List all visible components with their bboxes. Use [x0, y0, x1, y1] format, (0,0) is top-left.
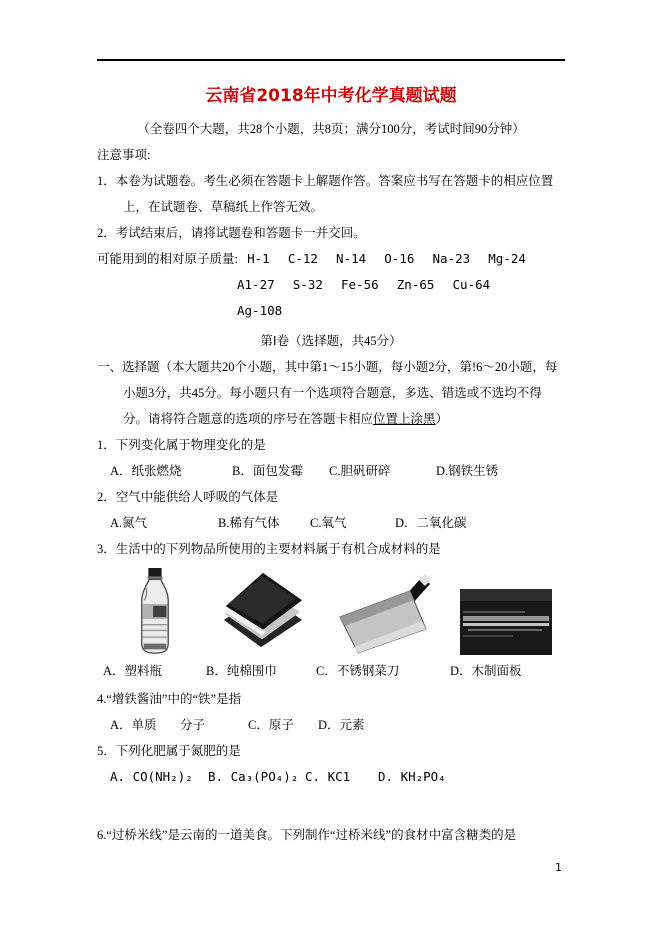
- plastic-bottle-image: [134, 568, 176, 655]
- atomic-mass-mg: Mg-24: [488, 251, 526, 266]
- question-6-stem: 6.“过桥米线”是云南的一道美食。下列制作“过桥米线”的食材中富含糖类的是: [97, 828, 517, 842]
- question-5-options: [97, 764, 565, 790]
- page-title: 云南省2018年中考化学真题试题: [205, 86, 457, 106]
- atomic-mass-ag: Ag-108: [237, 303, 283, 318]
- notice-item-2: 2．考试结束后，请将试题卷和答题卡一并交回。: [97, 226, 366, 240]
- q2-option-b: B.稀有气体: [218, 516, 280, 530]
- question-3-stem: 3．生活中的下列物品所使用的主要材料属于有机合成材料的是: [97, 542, 441, 556]
- q2-option-c: C.氧气: [310, 516, 347, 530]
- atomic-mass-h: H-1: [247, 251, 270, 266]
- atomic-masses-line-2: [97, 272, 565, 324]
- atomic-mass-s: S-32: [292, 277, 323, 292]
- figure-wooden-board: [450, 568, 562, 680]
- wooden-board-image: [460, 589, 552, 655]
- atomic-mass-o: O-16: [384, 251, 415, 266]
- figure-caption-c: C．不锈钢菜刀: [316, 664, 400, 678]
- q2-option-a: A.氮气: [110, 516, 148, 530]
- question-3-figures: [103, 568, 565, 680]
- selection-instructions-close: ）: [435, 412, 449, 426]
- figure-cotton-scarf: [206, 568, 316, 680]
- atomic-masses-line-1: [97, 246, 565, 272]
- page-content: [0, 59, 661, 848]
- q5-option-d: D. KH₂PO₄: [378, 769, 446, 784]
- atomic-masses-label: 可能用到的相对原子质量:: [97, 252, 238, 266]
- question-1-options: [97, 458, 565, 484]
- q4-option-a: A．单质: [110, 718, 157, 732]
- selection-instructions: [97, 354, 565, 432]
- q1-option-d: D.钢铁生锈: [436, 464, 499, 478]
- q2-option-d: D．二氧化碳: [395, 516, 467, 530]
- question-4-stem: 4.“增铁酱油”中的“铁”是指: [97, 692, 242, 706]
- notice-item-1: 1．本卷为试题卷。考生必须在答题卡上解题作答。答案应书写在答题卡的相应位置上，在试题卷、草稿纸上作答无效。: [97, 174, 554, 214]
- question-2-stem: 2．空气中能供给人呼吸的气体是: [97, 490, 279, 504]
- atomic-mass-cu: Cu-64: [452, 277, 491, 292]
- atomic-mass-al: A1-27: [237, 277, 275, 292]
- atomic-mass-zn: Zn-65: [396, 277, 435, 292]
- question-4-options: [97, 712, 565, 738]
- q4-option-b: 分子: [180, 718, 206, 732]
- exam-info-line: （全卷四个大题，共28个小题，共8页；满分100分，考试时间90分钟）: [137, 122, 525, 136]
- atomic-mass-na: Na-23: [432, 251, 471, 266]
- cotton-scarf-image: [218, 569, 304, 655]
- question-5-stem: 5．下列化肥属于氮肥的是: [97, 744, 241, 758]
- page-top-rule: [97, 59, 565, 61]
- figure-plastic-bottle: [103, 568, 206, 680]
- question-1-stem: 1．下列变化属于物理变化的是: [97, 438, 266, 452]
- q1-option-b: B．面包发霉: [232, 464, 303, 478]
- question-2-options: [97, 510, 565, 536]
- stainless-steel-cleaver-image: [334, 573, 432, 655]
- q1-option-a: A．纸张燃烧: [110, 464, 182, 478]
- figure-stainless-steel-cleaver: [316, 568, 450, 680]
- selection-instructions-underlined: 位置上涂黑: [373, 412, 436, 426]
- q5-option-a: A. CO(NH₂)₂: [110, 769, 193, 784]
- q5-option-c: C. KC1: [305, 769, 351, 784]
- q4-option-d: D．元素: [318, 718, 365, 732]
- figure-caption-d: D．木制面板: [450, 664, 522, 678]
- q5-option-b: B. Ca₃(PO₄)₂: [208, 769, 299, 784]
- atomic-mass-fe: Fe-56: [341, 277, 379, 292]
- page-number: 1: [555, 861, 562, 874]
- notice-heading: 注意事项:: [97, 148, 151, 162]
- atomic-mass-c: C-12: [287, 251, 318, 266]
- q1-option-c: C.胆矾研碎: [329, 464, 391, 478]
- figure-caption-b: B．纯棉围巾: [206, 664, 277, 678]
- q4-option-c: C．原子: [248, 718, 294, 732]
- atomic-mass-n: N-14: [336, 251, 367, 266]
- figure-caption-a: A．塑料瓶: [103, 664, 163, 678]
- selection-instructions-text: 一、选择题（本大题共20个小题，其中第1～15小题，每小题2分，第!6～20小题，每小题3分，共45分。每小题只有一个选项符合题意，多选、错选或不选均不得分。请将符合题意的选项的序号在答题卡相应: [97, 360, 558, 426]
- volume-title: 第Ⅰ卷（选择题，共45分）: [260, 334, 402, 348]
